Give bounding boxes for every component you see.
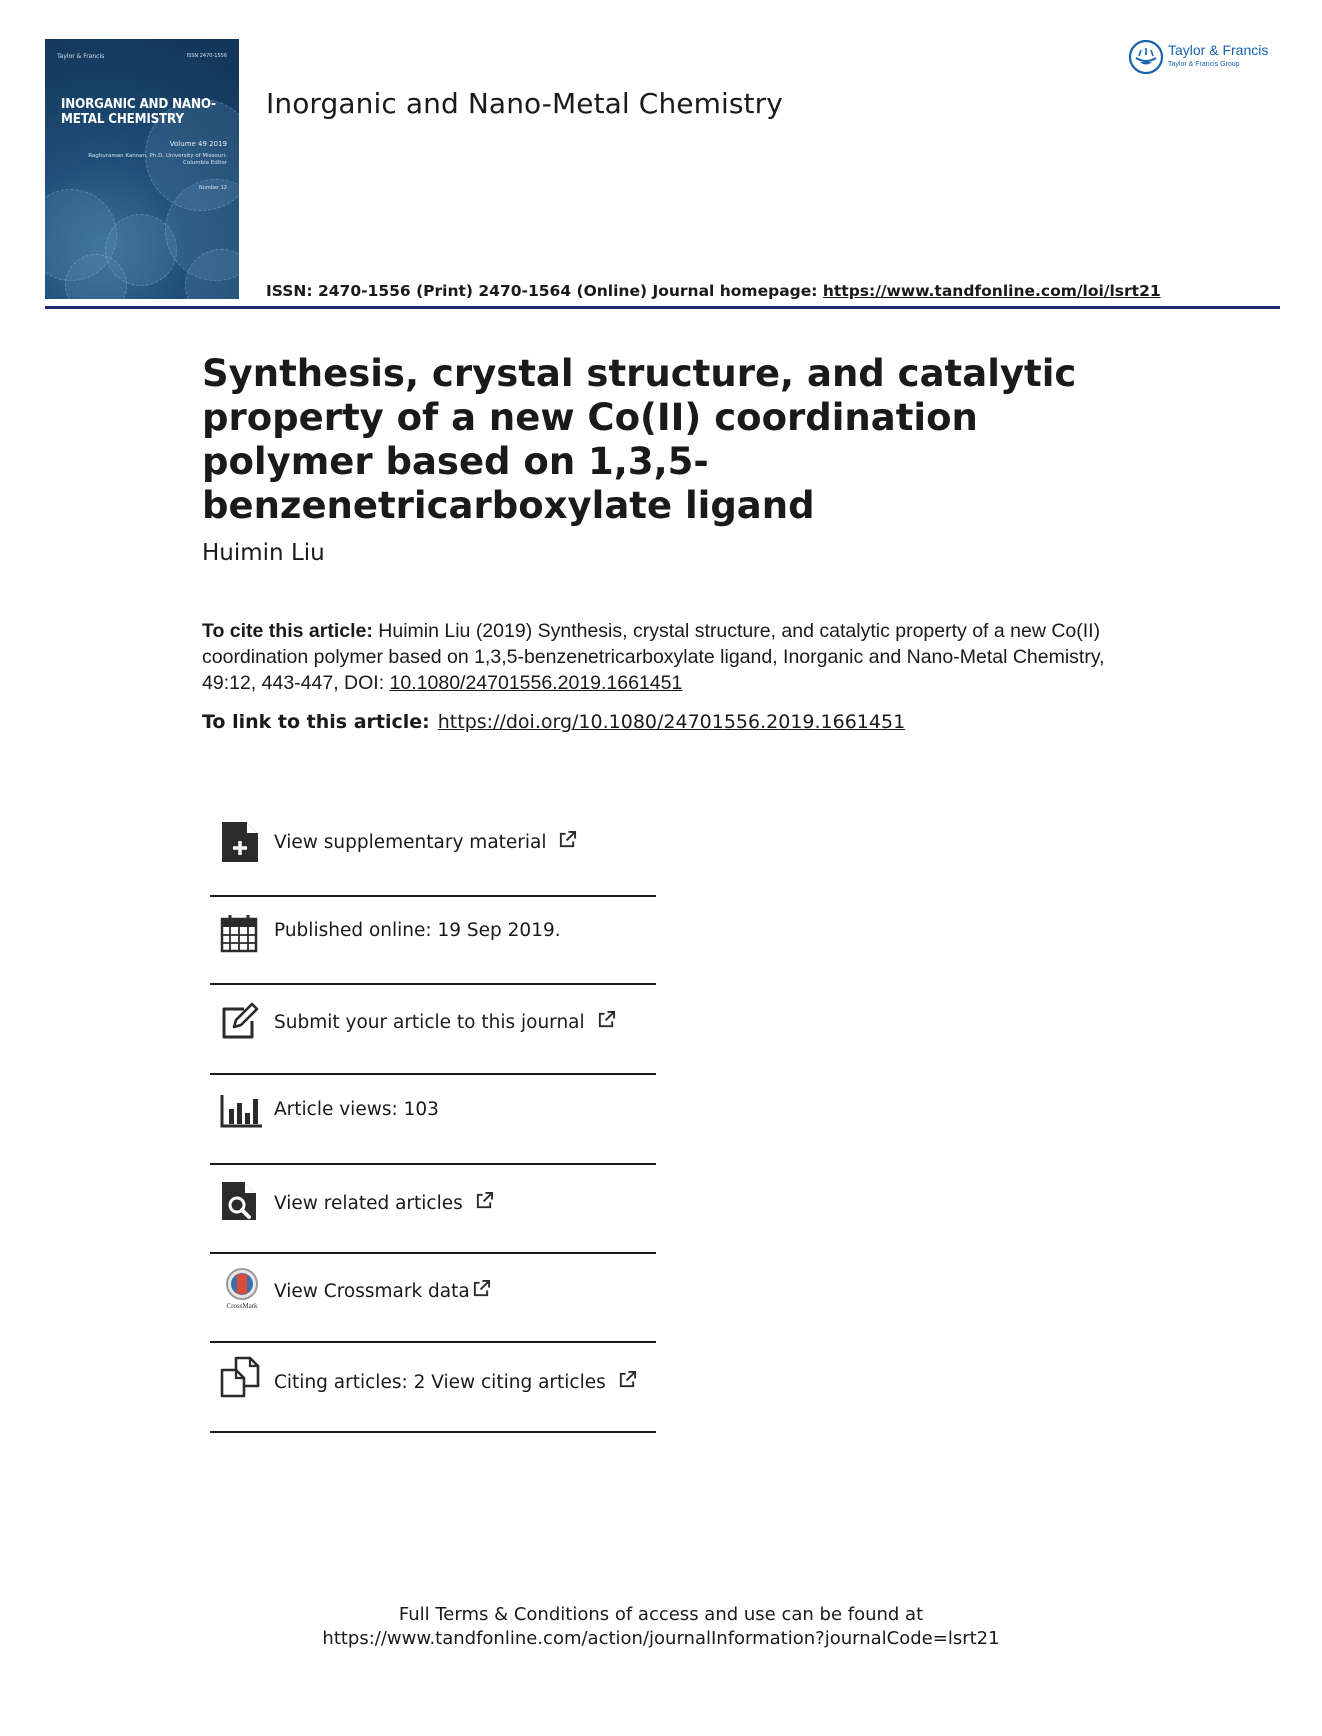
cite-label: To cite this article: <box>202 620 373 642</box>
crossmark-logo-text: CrossMark <box>226 1302 258 1310</box>
crossmark-label: View Crossmark data <box>274 1281 470 1302</box>
article-link-line <box>202 711 905 733</box>
external-link-icon <box>597 1010 616 1029</box>
info-divider <box>210 1431 656 1433</box>
issn-text: ISSN: 2470-1556 (Print) 2470-1564 (Online) Journal homepage: <box>266 282 823 300</box>
article-author: Huimin Liu <box>202 540 325 566</box>
info-divider <box>210 895 656 897</box>
published-label: Published online: 19 Sep 2019. <box>274 920 561 941</box>
footer-terms-link[interactable]: https://www.tandfonline.com/action/journalInformation?journalCode=lsrt21 <box>322 1628 1000 1649</box>
copy-documents-icon <box>220 1355 260 1399</box>
supplementary-label: View supplementary material <box>274 832 547 853</box>
cover-volume: Volume 49 2019 <box>169 140 227 148</box>
cover-publisher: Taylor & Francis <box>57 53 105 60</box>
published-row <box>210 905 656 994</box>
info-divider <box>210 1252 656 1254</box>
journal-homepage-link[interactable]: https://www.tandfonline.com/loi/lsrt21 <box>822 282 1161 300</box>
related-label: View related articles <box>274 1193 463 1214</box>
views-row <box>210 1085 656 1174</box>
header-rule <box>45 306 1280 309</box>
cover-issn: ISSN 2470-1556 <box>186 53 227 59</box>
external-link-icon <box>558 830 577 849</box>
citing-row[interactable] <box>210 1353 656 1442</box>
article-title: Synthesis, crystal structure, and catalytic property of a new Co(II) coordination polymer based on 1,3,5-benzenetricarboxylate ligand <box>202 352 1077 527</box>
supplementary-row[interactable] <box>210 818 656 907</box>
cite-doi-link[interactable]: 10.1080/24701556.2019.1661451 <box>389 672 683 694</box>
link-label: To link to this article: <box>202 711 430 733</box>
cite-text: Huimin Liu (2019) Synthesis, crystal structure, and catalytic property of a new Co(II) coordination polymer based on 1,3,5-benzenetricarboxylate ligand, Inorganic and Nano-Metal Chemistry, 49:12, 443-447, DOI: <box>202 620 1105 694</box>
citation-block <box>202 618 1152 696</box>
citing-label: Citing articles: 2 View citing articles <box>274 1372 606 1393</box>
external-link-icon <box>618 1370 637 1389</box>
views-label: Article views: 103 <box>274 1099 439 1120</box>
article-doi-link[interactable]: https://doi.org/10.1080/24701556.2019.1661451 <box>437 711 906 733</box>
submit-label: Submit your article to this journal <box>274 1012 585 1033</box>
taylor-francis-group-text: Taylor & Francis Group <box>1168 61 1240 68</box>
taylor-francis-logo-icon <box>1127 38 1165 76</box>
file-plus-icon <box>220 820 260 864</box>
cover-title: INORGANIC AND NANO-METAL CHEMISTRY <box>61 97 216 127</box>
external-link-icon <box>472 1279 491 1298</box>
calendar-icon <box>220 911 260 955</box>
external-link-icon <box>475 1191 494 1210</box>
journal-cover-image[interactable] <box>45 39 239 299</box>
bar-chart-icon <box>220 1089 264 1133</box>
journal-name: Inorganic and Nano-Metal Chemistry <box>266 87 783 120</box>
cover-number: Number 12 <box>198 185 227 191</box>
file-search-icon <box>220 1179 260 1223</box>
cover-editor: Raghuraman Kannan, Ph.D. University of Missouri-Columbia Editor <box>88 153 227 166</box>
info-divider <box>210 983 656 985</box>
info-divider <box>210 1341 656 1343</box>
crossmark-row[interactable] <box>210 1264 656 1353</box>
footer-terms: Full Terms & Conditions of access and use can be found at <box>398 1604 924 1625</box>
issn-line <box>266 282 1161 300</box>
crossmark-icon <box>220 1266 264 1310</box>
info-divider <box>210 1163 656 1165</box>
related-row[interactable] <box>210 1175 656 1264</box>
submit-row[interactable] <box>210 995 656 1084</box>
footer <box>0 1603 1322 1651</box>
info-divider <box>210 1073 656 1075</box>
taylor-francis-logo-text: Taylor & Francis <box>1168 42 1269 58</box>
edit-icon <box>220 999 260 1043</box>
